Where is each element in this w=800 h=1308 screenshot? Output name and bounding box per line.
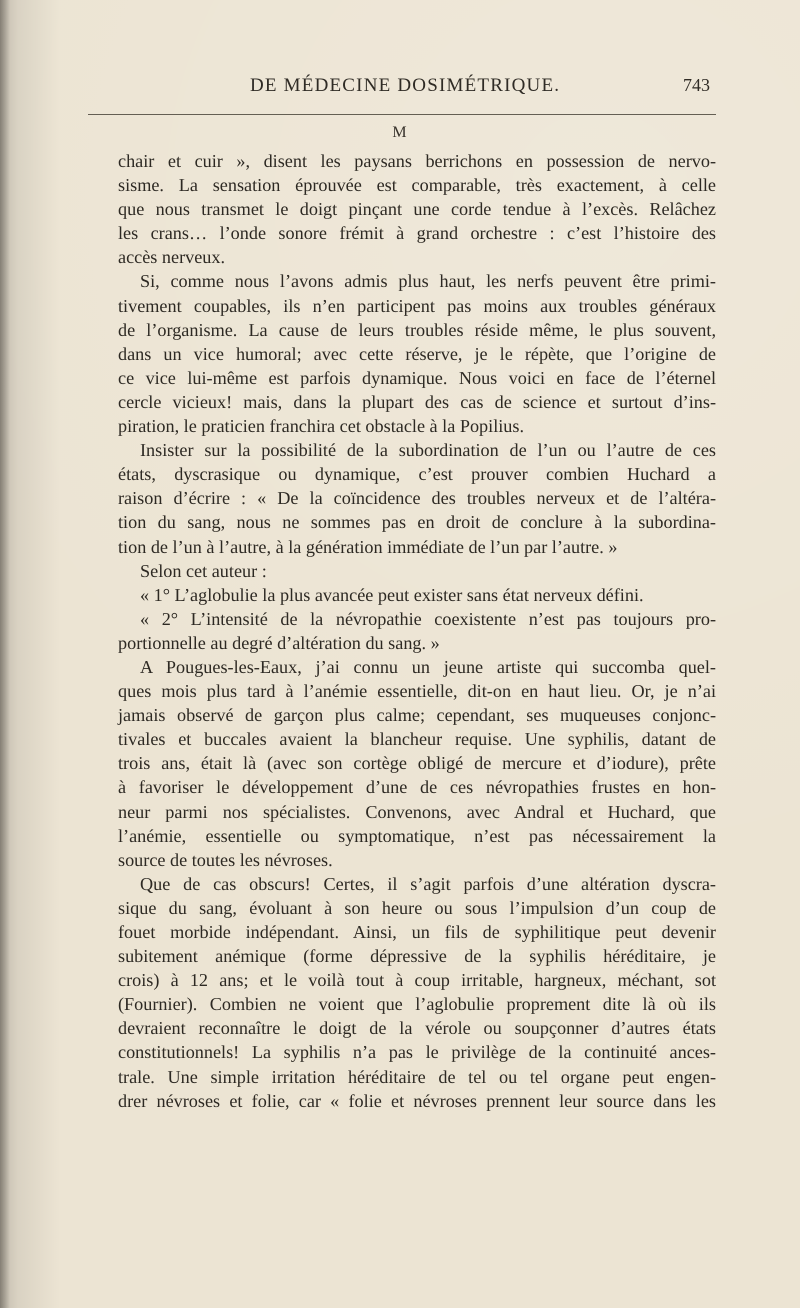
page-header — [0, 75, 800, 105]
text-line: ques mois plus tard à l’anémie essentielle, dit-on en haut lieu. Or, je n’ai — [118, 681, 716, 702]
text-line: fouet morbide indépendant. Ainsi, un fils de syphilitique peut devenir — [118, 922, 716, 942]
running-head: DE MÉDECINE DOSIMÉTRIQUE. — [250, 75, 561, 96]
text-line: portionnelle au degré d’altération du sang. » — [118, 632, 440, 653]
text-line: à favoriser le développement d’une de ces névropathies frustes en hon- — [118, 777, 716, 798]
text-line: devraient reconnaître le doigt de la vérole ou soupçonner d’autres états — [118, 1018, 716, 1039]
text-line: neur parmi nos spécialistes. Convenons, avec Andral et Huchard, que — [118, 801, 716, 822]
signature-mark: M — [392, 124, 408, 141]
text-line: crois) à 12 ans; et le voilà tout à coup irritable, hargneux, méchant, sot — [118, 970, 716, 991]
text-line: drer névroses et folie, car « folie et névroses prennent leur source dans les — [118, 1090, 716, 1111]
text-line: états, dyscrasique ou dynamique, c’est prouver combien Huchard a — [118, 464, 716, 485]
text-line: source de toutes les névroses. — [118, 849, 333, 870]
text-line: tivement coupables, ils n’en participent pas moins aux troubles généraux — [118, 295, 716, 316]
text-line: A Pougues-les-Eaux, j’ai connu un jeune artiste qui succomba quel- — [140, 656, 716, 677]
text-line: Insister sur la possibilité de la subordination de l’un ou l’autre de ces — [140, 440, 716, 461]
text-line: raison d’écrire : « De la coïncidence des troubles nerveux et de l’altéra- — [118, 488, 716, 509]
text-line: sisme. La sensation éprouvée est comparable, très exactement, à celle — [118, 175, 716, 196]
text-line: ce vice lui-même est parfois dynamique. Nous voici en face de l’éternel — [118, 367, 716, 388]
text-line: dans un vice humoral; avec cette réserve, je le répète, que l’origine de — [118, 343, 716, 364]
text-line: chair et cuir », disent les paysans berrichons en possession de nervo- — [118, 151, 716, 171]
text-line: accès nerveux. — [118, 247, 226, 268]
text-line: tion de l’un à l’autre, à la génération immédiate de l’un par l’autre. » — [118, 536, 618, 557]
text-line: « 1° L’aglobulie la plus avancée peut exister sans état nerveux défini. — [140, 584, 644, 605]
text-line: Si, comme nous l’avons admis plus haut, les nerfs peuvent être primi- — [140, 271, 716, 292]
header-rule — [88, 114, 716, 115]
text-line: « 2° L’intensité de la névropathie coexistente n’est pas toujours pro- — [140, 608, 716, 629]
body-text — [118, 149, 716, 1113]
text-line: sique du sang, évoluant à son heure ou sous l’impulsion d’un coup de — [118, 897, 716, 918]
text-line: de l’organisme. La cause de leurs troubles réside même, le plus souvent, — [118, 319, 716, 340]
text-line: trale. Une simple irritation héréditaire de tel ou tel organe peut engen- — [118, 1066, 716, 1087]
text-line: cercle vicieux! mais, dans la plupart des cas de science et surtout d’ins- — [118, 391, 716, 412]
text-line: tion du sang, nous ne sommes pas en droit de conclure à la subordina- — [118, 512, 716, 533]
text-line: jamais observé de garçon plus calme; cependant, ses muqueuses conjonc- — [118, 705, 716, 726]
text-line: que nous transmet le doigt pinçant une corde tendue à l’excès. Relâchez — [118, 199, 716, 220]
text-line: Selon cet auteur : — [140, 560, 267, 581]
text-line: tivales et buccales avaient la blancheur requise. Une syphilis, datant de — [118, 729, 716, 750]
text-line: l’anémie, essentielle ou symptomatique, n’est pas nécessairement la — [118, 825, 716, 846]
text-line: constitutionnels! La syphilis n’a pas le privilège de la continuité ances- — [118, 1042, 716, 1063]
text-line: (Fournier). Combien ne voient que l’aglobulie proprement dite là où ils — [118, 994, 716, 1015]
text-line: subitement anémique (forme dépressive de la syphilis héréditaire, je — [118, 946, 716, 967]
page-number: 743 — [683, 75, 710, 95]
text-line: les crans… l’onde sonore frémit à grand orchestre : c’est l’histoire des — [118, 223, 716, 244]
text-line: trois ans, était là (avec son cortège obligé de mercure et d’iodure), prête — [118, 753, 716, 774]
text-line: Que de cas obscurs! Certes, il s’agit parfois d’une altération dyscra- — [140, 873, 716, 894]
text-line: piration, le praticien franchira cet obstacle à la Popilius. — [118, 416, 525, 437]
page-gutter-shadow — [0, 0, 10, 1308]
